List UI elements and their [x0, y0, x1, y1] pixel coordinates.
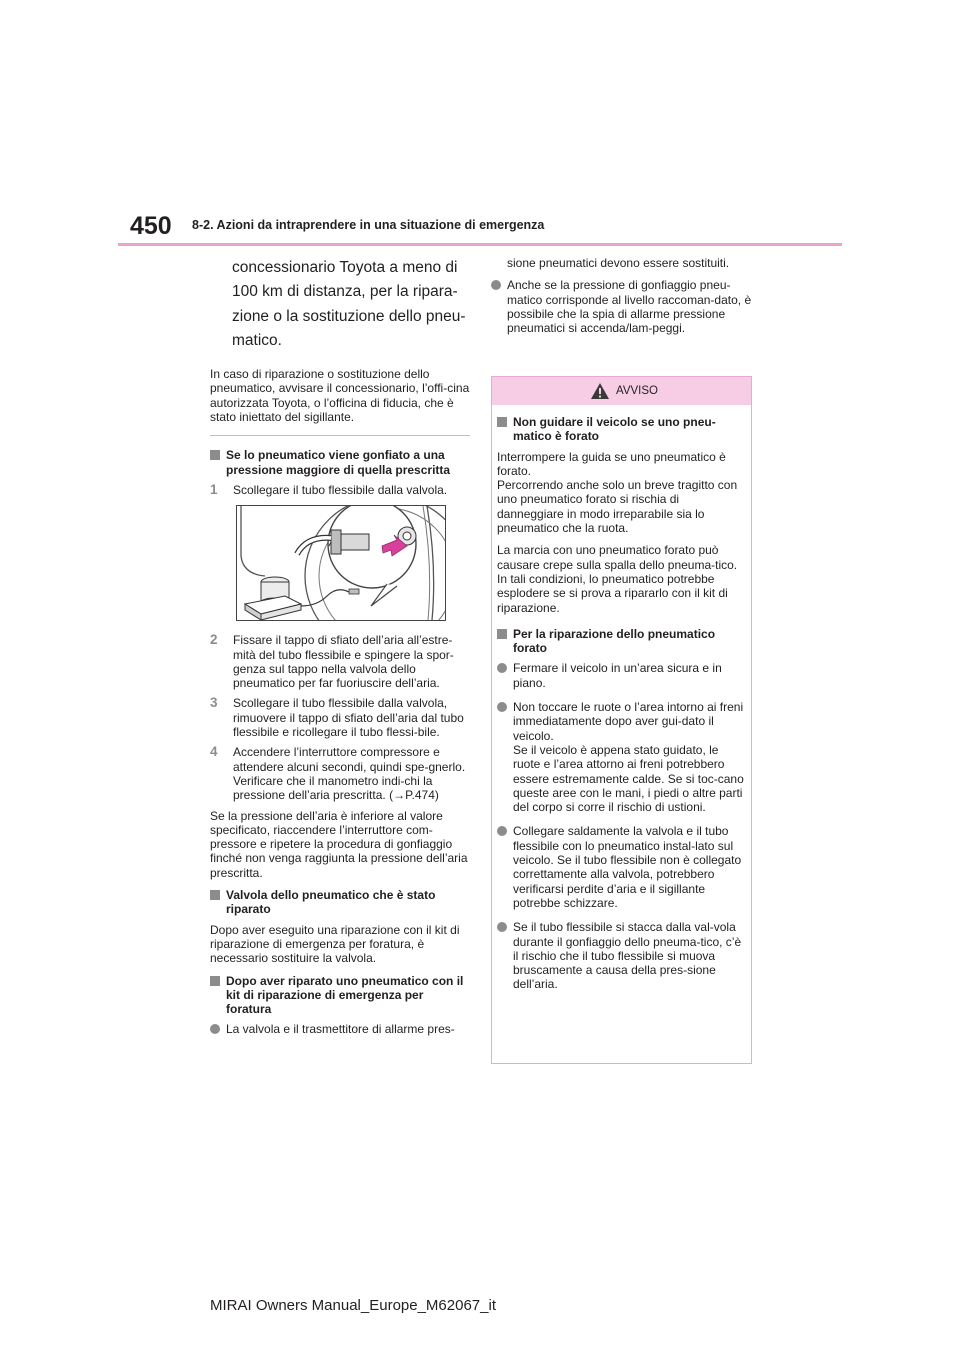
intro-line: 100 km di distanza, per la ripara-: [232, 283, 458, 301]
step-2: [210, 633, 470, 690]
step-1: [210, 483, 470, 497]
intro-line: matico.: [232, 331, 282, 349]
list-item: Anche se la pressione di gonfiaggio pneu-matico corrisponde al livello raccoman-dato, è possibile che la spia di allarme pressione pneumatici si accenda/lam-peggi.: [491, 278, 753, 335]
list-item: Non toccare le ruote o l’area intorno ai freni immediatamente dopo aver gui-dato il veicolo. Se il veicolo è appena stato guidato, le ruote e l’area attorno ai freni potrebbero essere estremamente calde. Se si toc-cano queste aree con le mani, i piedi o altre parti del corpo si corre il rischio di ustioni.: [497, 700, 745, 814]
continued-text: sione pneumatici devono essere sostituiti.: [507, 256, 730, 270]
step-number: 4: [210, 744, 218, 760]
footer-document-id: MIRAI Owners Manual_Europe_M62067_it: [210, 1297, 496, 1314]
list-item: Collegare saldamente la valvola e il tubo flessibile con lo pneumatico instal-lato sul veicolo. Se il tubo flessibile non è collegato correttamente alla valvola, potrebbero verificarsi perdite d’aria e il sigillante potrebbe schizzare.: [497, 824, 745, 910]
intro-text: [210, 256, 470, 353]
header-rule: [118, 243, 842, 246]
warning-triangle-icon: [590, 382, 610, 400]
round-bullet-icon: [491, 280, 501, 290]
sealant-note: In caso di riparazione o sostituzione dello pneumatico, avvisare il concessionario, l’offi-cina autorizzata Toyota, o l’officina di fiducia, che è stato iniettato del sigillante.: [210, 367, 470, 425]
step-3: [210, 696, 470, 739]
after-repair-heading: Dopo aver riparato uno pneumatico con il kit di riparazione di emergenza per foratura: [210, 974, 470, 1017]
pressure-note: Se la pressione dell’aria è inferiore al valore specificato, riaccendere l’interruttore com-pressore e ripetere la procedura di gonfiaggio finché non venga raggiunta la pressione dell’aria prescritta.: [210, 808, 468, 880]
valve-text: Dopo aver eseguito una riparazione con il kit di riparazione di emergenza per foratura, è necessario sostituire la valvola.: [210, 922, 460, 966]
step-text: Scollegare il tubo flessibile dalla valvola.: [233, 482, 448, 497]
intro-line: zione o la sostituzione dello pneu-: [232, 307, 466, 325]
round-bullet-icon: [497, 826, 507, 836]
round-bullet-icon: [210, 1024, 220, 1034]
tire-inflator-icon: [237, 506, 445, 620]
square-bullet-icon: [210, 450, 220, 460]
square-bullet-icon: [210, 890, 220, 900]
intro-line: concessionario Toyota a meno di: [232, 259, 458, 276]
section-title: 8-2. Azioni da intraprendere in una situazione di emergenza: [192, 218, 545, 232]
step-number: 2: [210, 632, 218, 648]
right-column: [491, 256, 753, 345]
hose-disconnect-illustration: [236, 505, 446, 621]
warning-label: AVVISO: [616, 385, 658, 397]
step-number: 3: [210, 695, 218, 711]
round-bullet-icon: [497, 702, 507, 712]
step-4: [210, 745, 470, 802]
page-number: 450: [130, 212, 172, 240]
warning-text: Percorrendo anche solo un breve tragitto con uno pneumatico forato si rischia di danneggiare in modo irreparabile sia lo pneumatico che la ruota.: [497, 478, 738, 536]
round-bullet-icon: [497, 663, 507, 673]
warning-header: [492, 377, 751, 405]
list-item: La valvola e il trasmettitore di allarme pres-: [210, 1022, 470, 1036]
round-bullet-icon: [497, 922, 507, 932]
step-number: 1: [210, 481, 218, 497]
divider: [210, 435, 470, 436]
square-bullet-icon: [210, 976, 220, 986]
warning-text: La marcia con uno pneumatico forato può causare crepe sulla spalla dello pneuma-tico. In tali condizioni, lo pneumatico potrebbe esplodere se si prova a ripararlo con il kit di riparazione.: [497, 543, 738, 615]
warning-text: Interrompere la guida se uno pneumatico è forato.: [497, 449, 726, 478]
step-text: Scollegare il tubo flessibile dalla valvola, rimuovere il tappo di sfiato dell’aria dal tubo flessibile e ricollegare il tubo flessi-bile.: [233, 696, 464, 740]
list-item: Fermare il veicolo in un’area sicura e in piano.: [497, 661, 745, 690]
repair-heading: Per la riparazione dello pneumatico forato: [497, 627, 745, 656]
flat-tire-heading: Non guidare il veicolo se uno pneu-matico è forato: [497, 415, 745, 444]
overinflation-heading: Se lo pneumatico viene gonfiato a una pressione maggiore di quella prescritta: [210, 448, 470, 477]
step-text: Fissare il tappo di sfiato dell’aria all’estre-mità del tubo flessibile e spingere la spor-genza sul tappo nella valvola dello pneumatico per far fuoriuscire dell’aria.: [233, 633, 454, 691]
square-bullet-icon: [497, 629, 507, 639]
list-item: Se il tubo flessibile si stacca dalla val-vola durante il gonfiaggio dello pneuma-tico, c’è il rischio che il tubo flessibile si muova bruscamente a causa della pres-sione dell’aria.: [497, 920, 745, 991]
valve-heading: Valvola dello pneumatico che è stato riparato: [210, 888, 470, 917]
warning-box: [491, 376, 752, 1064]
square-bullet-icon: [497, 417, 507, 427]
step-text: Accendere l’interruttore compressore e attendere alcuni secondi, quindi spe-gnerlo. Verificare che il manometro indi-chi la pressione dell’aria prescritta. (→P.474): [233, 745, 466, 803]
left-column: [210, 256, 470, 1047]
